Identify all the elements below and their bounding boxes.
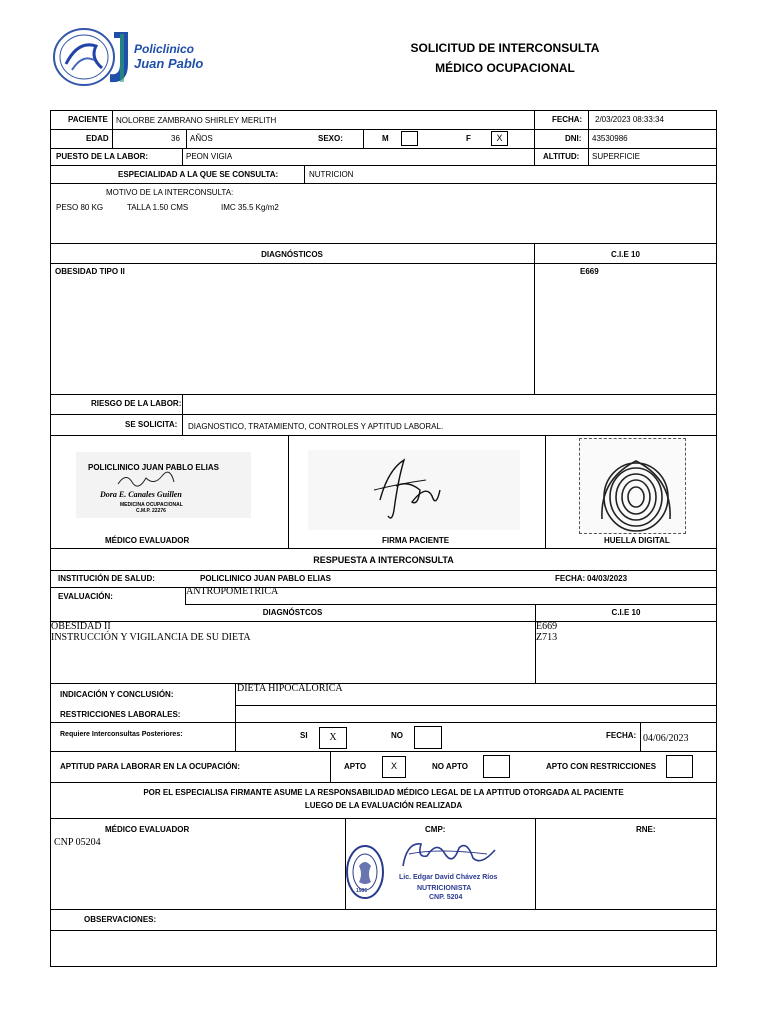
si-mark: X: [329, 732, 337, 743]
altitud-label: ALTITUD:: [543, 152, 580, 161]
response-cie-header: C.I.E 10: [611, 608, 641, 617]
doctor-stamp: POLICLINICO JUAN PABLO ELIAS Dora E. Canales Guillen MEDICINA OCUPACIONAL C.M.P. 22276: [76, 452, 251, 518]
huella-digital-label: HUELLA DIGITAL: [604, 536, 670, 545]
nutritionist-signature-icon: [397, 836, 501, 872]
altitud-value: SUPERFICIE: [592, 152, 641, 161]
fingerprint-icon: [580, 439, 685, 533]
anos-label: AÑOS: [190, 134, 213, 143]
noapto-label: NO APTO: [432, 762, 469, 771]
edad-label: EDAD: [86, 134, 109, 143]
aptitud-label: APTITUD PARA LABORAR EN LA OCUPACIÓN:: [60, 762, 240, 771]
rne-label: RNE:: [636, 825, 656, 834]
institucion-value: POLICLINICO JUAN PABLO ELIAS: [200, 574, 331, 583]
firma-paciente-label: FIRMA PACIENTE: [382, 536, 450, 545]
sexo-f-label: F: [466, 134, 471, 143]
fingerprint-box: [579, 438, 686, 534]
sexo-m-checkbox[interactable]: [401, 131, 418, 146]
motivo-label: MOTIVO DE LA INTERCONSULTA:: [106, 188, 234, 197]
response-fecha-value: 04/03/2023: [587, 574, 628, 583]
patient-name: NOLORBE ZAMBRANO SHIRLEY MERLITH: [116, 116, 277, 125]
diagnosis-value: OBESIDAD TIPO II: [55, 267, 125, 276]
cmp-label: CMP:: [425, 825, 446, 834]
sexo-m-label: M: [382, 134, 389, 143]
response-cie1: E669: [536, 621, 558, 632]
response-diag-header: DIAGNÓSTCOS: [262, 608, 323, 617]
talla-value: TALLA 1.50 CMS: [127, 203, 189, 212]
logo-line2: Juan Pablo: [134, 56, 204, 71]
imc-value: IMC 35.5 Kg/m2: [221, 203, 279, 212]
patient-signature-icon: [308, 450, 520, 530]
cie-header: C.I.E 10: [611, 250, 640, 259]
patient-signature: [308, 450, 520, 530]
evaluacion-label: EVALUACIÓN:: [58, 592, 113, 601]
nutritionist-stamp: 1986 Lic. Edgar David Chávez Ríos NUTRICIONISTA CNP. 5204: [345, 836, 505, 906]
response-fecha-label: FECHA:: [555, 574, 586, 583]
form-title: SOLICITUD DE INTERCONSULTA: [410, 41, 600, 55]
solicita-value: DIAGNOSTICO, TRATAMIENTO, CONTROLES Y APTITUD LABORAL.: [188, 422, 444, 431]
riesgo-label: RIESGO DE LA LABOR:: [91, 399, 182, 408]
indicacion-label: INDICACIÓN Y CONCLUSIÓN:: [60, 690, 174, 699]
fecha2-value: 04/06/2023: [643, 733, 689, 744]
sexo-f-mark: X: [496, 133, 503, 143]
apto-label: APTO: [344, 762, 367, 771]
sexo-label: SEXO:: [318, 134, 343, 143]
dni-label: DNI:: [565, 134, 582, 143]
fecha2-label: FECHA:: [606, 731, 637, 740]
fecha-label: FECHA:: [552, 115, 583, 124]
response-medico-label: MÉDICO EVALUADOR: [105, 825, 190, 834]
dni-value: 43530986: [592, 134, 628, 143]
no-label: NO: [391, 731, 403, 740]
patient-label: PACIENTE: [68, 115, 108, 124]
institucion-label: INSTITUCIÓN DE SALUD:: [58, 574, 155, 583]
puesto-value: PEON VIGIA: [186, 152, 233, 161]
disclaimer-line2: LUEGO DE LA EVALUACIÓN REALIZADA: [304, 801, 463, 810]
doctor-signature-icon: [116, 470, 176, 490]
requiere-label: Requiere Interconsultas Posteriores:: [60, 731, 183, 738]
apto-mark: X: [390, 761, 397, 771]
aptorest-checkbox[interactable]: [666, 755, 693, 778]
especialidad-value: NUTRICION: [309, 170, 354, 179]
especialidad-label: ESPECIALIDAD A LA QUE SE CONSULTA:: [118, 170, 279, 179]
response-diag2: INSTRUCCIÓN Y VIGILANCIA DE SU DIETA: [51, 632, 251, 643]
response-cie2: Z713: [536, 632, 558, 643]
no-checkbox[interactable]: [414, 726, 442, 749]
indicacion-value: DIETA HIPOCALORICA: [237, 683, 343, 694]
solicita-label: SE SOLICITA:: [125, 420, 178, 429]
cie-value: E669: [580, 267, 599, 276]
medico-evaluador-label: MÉDICO EVALUADOR: [105, 536, 190, 545]
puesto-label: PUESTO DE LA LABOR:: [56, 152, 149, 161]
logo-line1: Policlinico: [134, 42, 195, 56]
cnp-value: CNP 05204: [54, 837, 101, 848]
response-diag1: OBESIDAD II: [51, 621, 111, 632]
clinic-logo: [52, 24, 212, 90]
diag-header: DIAGNÓSTICOS: [261, 250, 323, 259]
aptorest-label: APTO CON RESTRICCIONES: [546, 762, 657, 771]
disclaimer-line1: POR EL ESPECIALISA FIRMANTE ASUME LA RESPONSABILIDAD MÉDICO LEGAL DE LA APTITUD OTORGADA AL PACIENTE: [143, 788, 624, 797]
observaciones-label: OBSERVACIONES:: [84, 915, 157, 924]
si-label: SI: [300, 731, 308, 740]
restricciones-label: RESTRICCIONES LABORALES:: [60, 710, 181, 719]
evaluacion-value: ANTROPOMETRICA: [186, 586, 279, 597]
edad-value: 36: [171, 134, 180, 143]
peso-value: PESO 80 KG: [56, 203, 104, 212]
noapto-checkbox[interactable]: [483, 755, 510, 778]
response-title: RESPUESTA A INTERCONSULTA: [313, 555, 454, 565]
fecha-value: 2/03/2023 08:33:34: [595, 115, 664, 124]
form-subtitle: MÉDICO OCUPACIONAL: [435, 61, 575, 75]
